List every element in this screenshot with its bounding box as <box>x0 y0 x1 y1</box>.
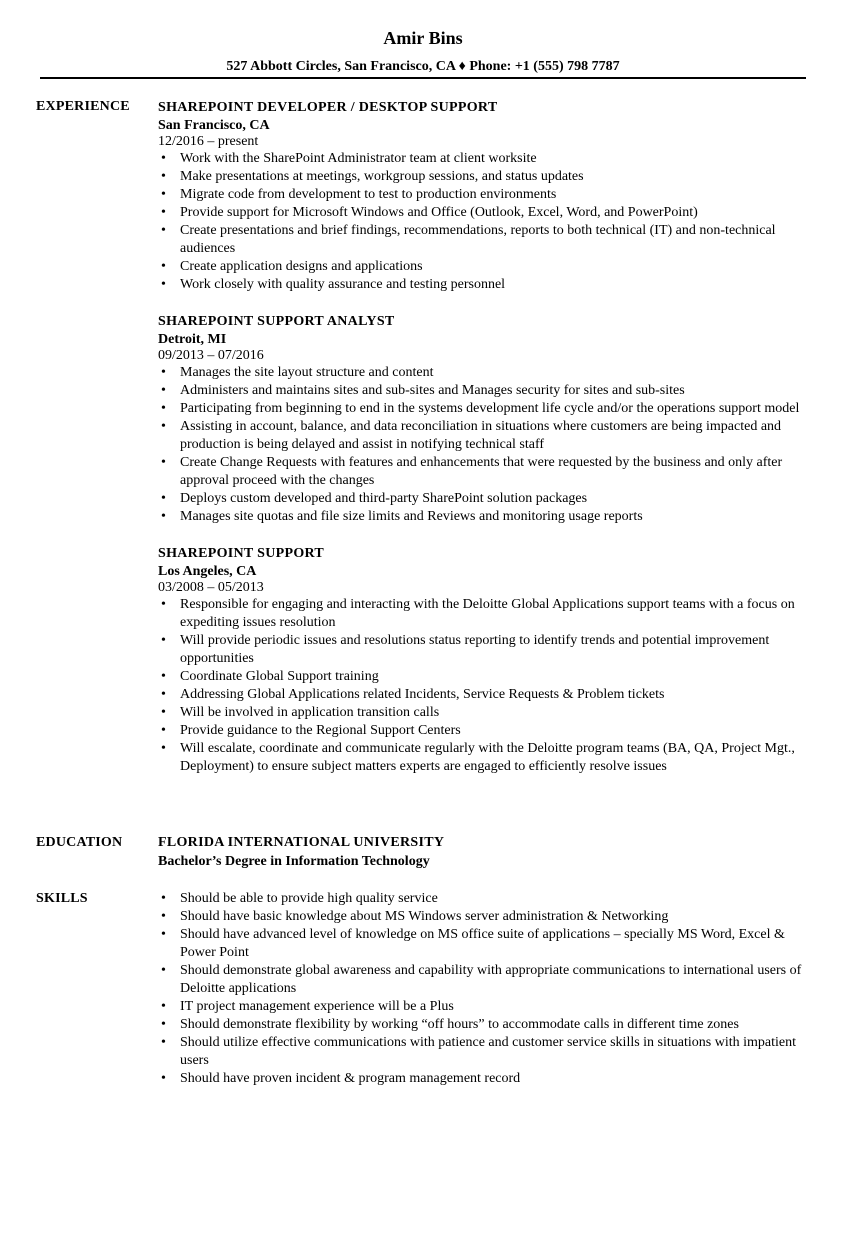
degree: Bachelor’s Degree in Information Technology <box>158 854 430 869</box>
job-dates: 03/2008 – 05/2013 <box>158 580 264 595</box>
school-name: FLORIDA INTERNATIONAL UNIVERSITY <box>158 835 445 850</box>
experience-heading: EXPERIENCE <box>36 99 130 114</box>
bullet-icon: • <box>161 491 166 506</box>
bullet-text: Will escalate, coordinate and communicate regularly with the Deloitte program teams (BA, QA, Project Mgt., Deployment) to ensure subject matters experts are engaged to efficiently resolve issues <box>180 741 795 774</box>
list-item <box>158 926 808 962</box>
bullet-text: Will be involved in application transition calls <box>180 705 440 720</box>
skill-text: Should have proven incident & program management record <box>180 1071 521 1086</box>
list-item <box>158 908 808 926</box>
bullet-text: Migrate code from development to test to production environments <box>180 187 557 202</box>
skill-text: Should demonstrate flexibility by working “off hours” to accommodate calls in different time zones <box>180 1017 739 1032</box>
bullet-icon: • <box>161 891 166 906</box>
skills-heading: SKILLS <box>36 891 88 906</box>
bullet-icon: • <box>161 723 166 738</box>
job-location: Detroit, MI <box>158 332 227 347</box>
list-item <box>158 508 808 526</box>
bullet-icon: • <box>161 151 166 166</box>
list-item <box>158 454 808 490</box>
bullet-icon: • <box>161 633 166 648</box>
bullet-text: Manages the site layout structure and content <box>180 365 434 380</box>
job-location: San Francisco, CA <box>158 118 270 133</box>
experience-body <box>158 98 808 794</box>
bullet-icon: • <box>161 455 166 470</box>
job-bullet-list <box>158 364 808 526</box>
bullet-icon: • <box>161 597 166 612</box>
bullet-icon: • <box>161 687 166 702</box>
bullet-text: Deploys custom developed and third-party SharePoint solution packages <box>180 491 588 506</box>
list-item <box>158 1016 808 1034</box>
bullet-icon: • <box>161 223 166 238</box>
bullet-text: Work with the SharePoint Administrator team at client worksite <box>180 151 537 166</box>
bullet-text: Provide guidance to the Regional Support Centers <box>180 723 461 738</box>
bullet-text: Manages site quotas and file size limits and Reviews and monitoring usage reports <box>180 509 643 524</box>
bullet-text: Administers and maintains sites and sub-sites and Manages security for sites and sub-sites <box>180 383 685 398</box>
list-item <box>158 668 808 686</box>
job-entry <box>158 312 808 526</box>
contact-line: 527 Abbott Circles, San Francisco, CA ♦ Phone: +1 (555) 798 7787 <box>226 59 620 74</box>
list-item <box>158 150 808 168</box>
list-item <box>158 204 808 222</box>
education-heading: EDUCATION <box>36 835 123 850</box>
bullet-icon: • <box>161 963 166 978</box>
bullet-text: Responsible for engaging and interacting with the Deloitte Global Applications support teams with a focus on expediting issues resolution <box>180 597 795 630</box>
job-dates: 12/2016 – present <box>158 134 259 149</box>
list-item <box>158 1034 808 1070</box>
job-location: Los Angeles, CA <box>158 564 257 579</box>
education-body <box>158 834 808 872</box>
list-item <box>158 382 808 400</box>
bullet-icon: • <box>161 259 166 274</box>
skill-text: IT project management experience will be a Plus <box>180 999 454 1014</box>
skill-text: Should have basic knowledge about MS Windows server administration & Networking <box>180 909 669 924</box>
bullet-icon: • <box>161 1035 166 1050</box>
list-item <box>158 632 808 668</box>
bullet-icon: • <box>161 741 166 756</box>
list-item <box>158 686 808 704</box>
bullet-icon: • <box>161 705 166 720</box>
job-title: SHAREPOINT SUPPORT <box>158 546 325 561</box>
bullet-icon: • <box>161 509 166 524</box>
list-item <box>158 276 808 294</box>
list-item <box>158 222 808 258</box>
bullet-text: Create application designs and applications <box>180 259 423 274</box>
bullet-text: Work closely with quality assurance and testing personnel <box>180 277 506 292</box>
skills-list <box>158 890 808 1088</box>
list-item <box>158 998 808 1016</box>
bullet-text: Create Change Requests with features and enhancements that were requested by the business and only after approval proceed with the changes <box>180 455 783 488</box>
list-item <box>158 1070 808 1088</box>
bullet-icon: • <box>161 205 166 220</box>
job-dates: 09/2013 – 07/2016 <box>158 348 264 363</box>
bullet-text: Addressing Global Applications related Incidents, Service Requests & Problem tickets <box>180 687 665 702</box>
bullet-icon: • <box>161 669 166 684</box>
list-item <box>158 258 808 276</box>
skill-text: Should be able to provide high quality service <box>180 891 438 906</box>
bullet-icon: • <box>161 383 166 398</box>
bullet-text: Create presentations and brief findings, recommendations, reports to both technical (IT) and non-technical audiences <box>180 223 776 256</box>
job-title: SHAREPOINT SUPPORT ANALYST <box>158 314 395 329</box>
list-item <box>158 704 808 722</box>
list-item <box>158 168 808 186</box>
list-item <box>158 418 808 454</box>
skill-text: Should utilize effective communications with patience and customer service skills in situations with impatient users <box>180 1035 796 1068</box>
job-entry <box>158 544 808 776</box>
bullet-text: Make presentations at meetings, workgroup sessions, and status updates <box>180 169 584 184</box>
bullet-text: Provide support for Microsoft Windows and Office (Outlook, Excel, Word, and PowerPoint) <box>180 205 698 220</box>
resume-name: Amir Bins <box>383 28 463 48</box>
header-divider <box>40 77 806 79</box>
job-title: SHAREPOINT DEVELOPER / DESKTOP SUPPORT <box>158 100 498 115</box>
list-item <box>158 596 808 632</box>
bullet-icon: • <box>161 169 166 184</box>
bullet-icon: • <box>161 187 166 202</box>
job-entry <box>158 98 808 294</box>
skills-body <box>158 890 808 1088</box>
job-bullet-list <box>158 596 808 776</box>
bullet-icon: • <box>161 419 166 434</box>
list-item <box>158 364 808 382</box>
skill-text: Should have advanced level of knowledge on MS office suite of applications – specially MS Word, Excel & Power Point <box>180 927 785 960</box>
bullet-text: Participating from beginning to end in the systems development life cycle and/or the operations support model <box>180 401 800 416</box>
bullet-text: Assisting in account, balance, and data reconciliation in situations where customers are being impacted and production is being delayed and assist in notifying technical staff <box>180 419 782 452</box>
list-item <box>158 722 808 740</box>
list-item <box>158 490 808 508</box>
list-item <box>158 962 808 998</box>
list-item <box>158 890 808 908</box>
job-bullet-list <box>158 150 808 294</box>
bullet-icon: • <box>161 999 166 1014</box>
bullet-icon: • <box>161 277 166 292</box>
bullet-icon: • <box>161 927 166 942</box>
bullet-icon: • <box>161 909 166 924</box>
skill-text: Should demonstrate global awareness and capability with appropriate communications to international users of Deloitte applications <box>180 963 802 996</box>
bullet-text: Will provide periodic issues and resolutions status reporting to identify trends and potential improvement opportunities <box>180 633 770 666</box>
list-item <box>158 740 808 776</box>
list-item <box>158 400 808 418</box>
bullet-icon: • <box>161 401 166 416</box>
list-item <box>158 186 808 204</box>
bullet-icon: • <box>161 1017 166 1032</box>
bullet-text: Coordinate Global Support training <box>180 669 379 684</box>
bullet-icon: • <box>161 365 166 380</box>
bullet-icon: • <box>161 1071 166 1086</box>
